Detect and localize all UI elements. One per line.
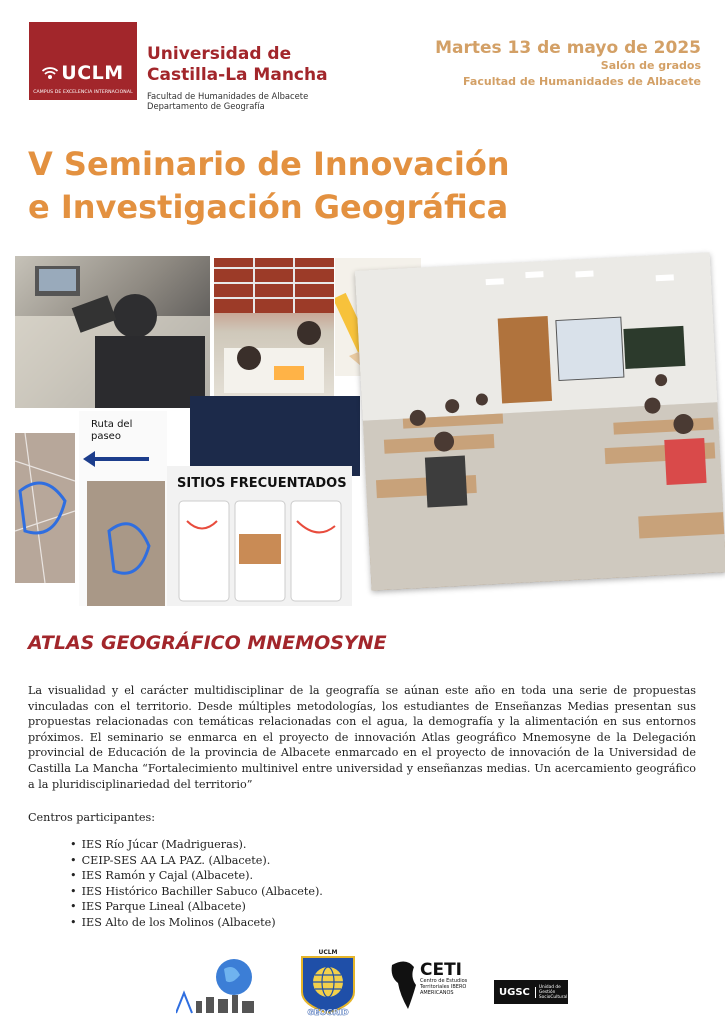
photo-collage	[15, 256, 710, 612]
sitios-frecuentados-panel	[167, 466, 352, 606]
event-date: Martes 13 de mayo de 2025	[435, 38, 701, 58]
atlas-mnemosyne-logo	[176, 953, 262, 1015]
ugsc-label: UGSC	[494, 987, 536, 998]
event-venue: Salón de grados	[600, 59, 701, 72]
event-info	[435, 38, 701, 89]
sitios-frecuentados-label: SITIOS FRECUENTADOS	[177, 476, 347, 491]
ugsc-logo	[494, 980, 568, 1004]
ruta-del-paseo-panel	[79, 411, 167, 606]
section-subtitle: ATLAS GEOGRÁFICO MNEMOSYNE	[28, 632, 387, 654]
collage-frame	[190, 396, 360, 476]
list-item: • IES Parque Lineal (Albacete)	[70, 899, 323, 915]
classroom-students-photo	[214, 258, 334, 406]
ruta-label-1: Ruta del	[91, 419, 133, 430]
seminar-room-photo	[355, 252, 725, 590]
geogrid-logo	[296, 947, 360, 1019]
ceti-sub: Centro de Estudios Territoriales IBERO AMERICANOS	[420, 978, 468, 996]
department: Departamento de Geografía	[147, 101, 265, 111]
list-item: • IES Histórico Bachiller Sabuco (Albacete).	[70, 884, 323, 900]
logo-tagline: CAMPUS DE EXCELENCIA INTERNACIONAL	[33, 90, 133, 95]
geogrid-top-label: UCLM	[318, 949, 338, 956]
centros-heading: Centros participantes:	[28, 811, 156, 824]
list-item: • IES Río Júcar (Madrigueras).	[70, 837, 323, 853]
list-item: • CEIP-SES AA LA PAZ. (Albacete).	[70, 853, 323, 869]
ceti-name: CETI	[420, 960, 463, 980]
students-tablet-photo	[15, 256, 210, 408]
ugsc-sub: Unidad de Gestión SocioCultural	[538, 984, 568, 1000]
list-item: • IES Alto de los Molinos (Albacete)	[70, 915, 323, 931]
faculty-department	[147, 91, 308, 111]
logo-text: UCLM	[61, 62, 124, 84]
event-place: Facultad de Humanidades de Albacete	[463, 75, 701, 88]
uclm-logo	[29, 22, 137, 100]
wifi-arc-icon	[42, 66, 58, 80]
university-name: Universidad de Castilla-La Mancha	[147, 44, 328, 85]
map-phone-screenshot	[15, 411, 75, 606]
centros-list	[70, 837, 323, 930]
geogrid-label: GEOGRID	[307, 1008, 349, 1017]
faculty: Facultad de Humanidades de Albacete	[147, 91, 309, 101]
ruta-label-2: paseo	[91, 431, 121, 442]
description-paragraph: La visualidad y el carácter multidisciplinar de la geografía se aúnan este año en toda una serie de propuestas vinculadas con el territorio. Desde múltiples metodologías, los estudiantes de Enseñanzas Medias presentan sus propuestas relacionadas con temáticas relacionadas con el agua, la demografía y la alimentación en sus entornos próximos. El seminario se enmarca en el proyecto de innovación Atlas geográfico Mnemosyne de la Delegación provincial de Educación de la provincia de Albacete enmarcado en el proyecto de innovación de la Universidad de Castilla La Mancha “Fortalecimiento multinivel entre universidad y enseñanzas medias. Un acercamiento geográfico a la pluridisciplinariedad del territorio”	[28, 684, 696, 791]
list-item: • IES Ramón y Cajal (Albacete).	[70, 868, 323, 884]
ceti-logo	[386, 955, 478, 1013]
page-title: V Seminario de Innovación e Investigación Geográfica	[28, 145, 510, 226]
